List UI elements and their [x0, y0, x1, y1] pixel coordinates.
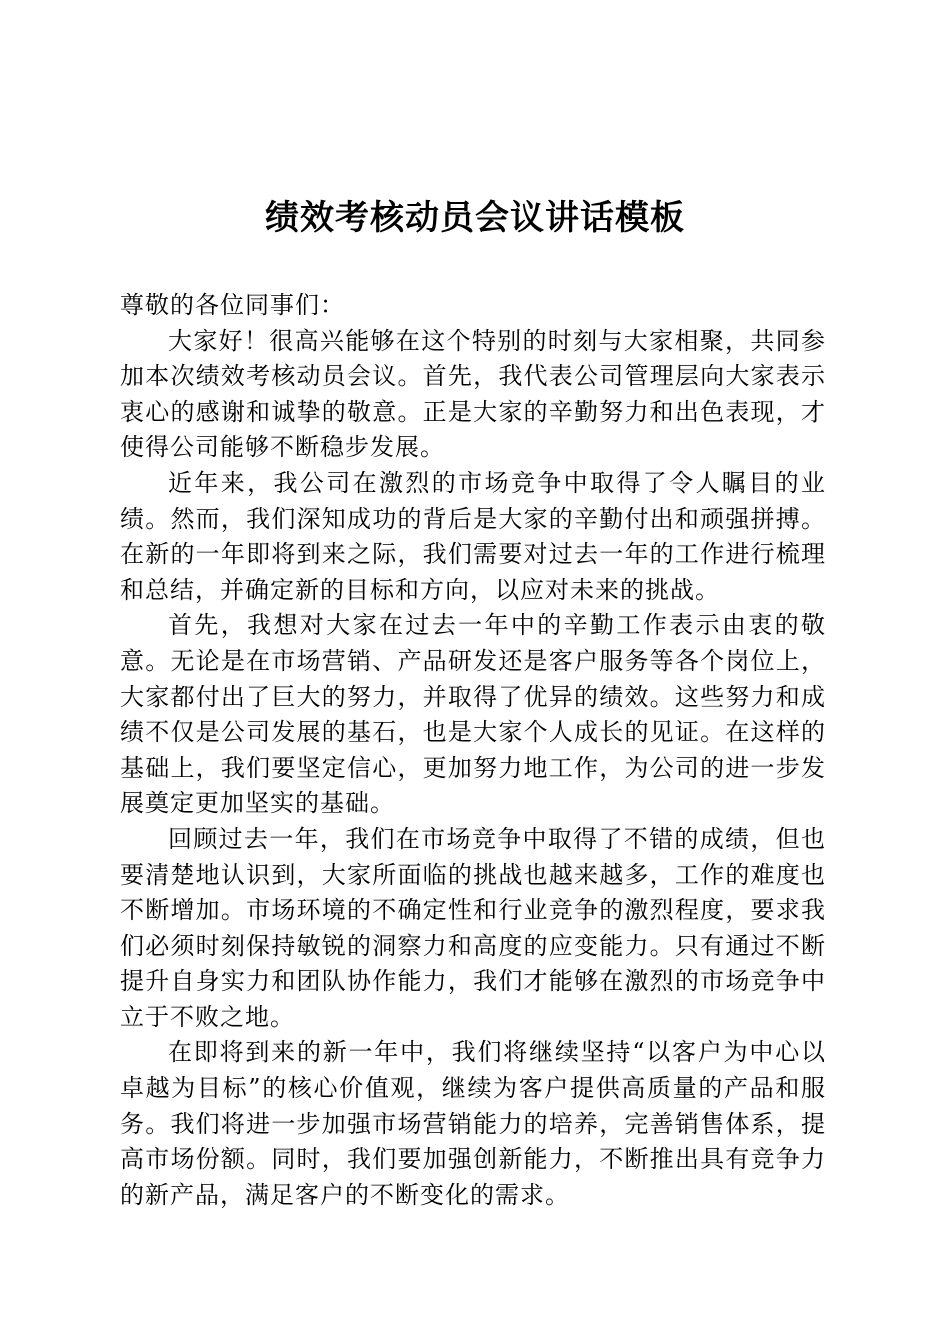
paragraph-2: 近年来，我公司在激烈的市场竞争中取得了令人瞩目的业绩。然而，我们深知成功的背后是大家的辛勤付出和顽强拼搏。在新的一年即将到来之际，我们需要对过去一年的工作进行梳理和总结，并确定新的目标和方向，以应对未来的挑战。 [120, 468, 826, 604]
salutation: 尊敬的各位同事们： [120, 291, 345, 319]
paragraph-4: 回顾过去一年，我们在市场竞争中取得了不错的成绩，但也要清楚地认识到，大家所面临的挑战也越来越多，工作的难度也不断增加。市场环境的不确定性和行业竞争的激烈程度，要求我们必须时刻保持敏锐的洞察力和高度的应变能力。只有通过不断提升自身实力和团队协作能力，我们才能够在激烈的市场竞争中立于不败之地。 [120, 824, 826, 1031]
paragraph-3: 首先，我想对大家在过去一年中的辛勤工作表示由衷的敬意。无论是在市场营销、产品研发还是客户服务等各个岗位上，大家都付出了巨大的努力，并取得了优异的绩效。这些努力和成绩不仅是公司发展的基石，也是大家个人成长的见证。在这样的基础上，我们要坚定信心，更加努力地工作，为公司的进一步发展奠定更加坚实的基础。 [120, 611, 826, 818]
document-body [120, 288, 826, 1213]
paragraph-5: 在即将到来的新一年中，我们将继续坚持“以客户为中心以卓越为目标”的核心价值观，继续为客户提供高质量的产品和服务。我们将进一步加强市场营销能力的培养，完善销售体系，提高市场份额。同时，我们要加强创新能力，不断推出具有竞争力的新产品，满足客户的不断变化的需求。 [120, 1038, 826, 1209]
paragraph-1: 大家好！很高兴能够在这个特别的时刻与大家相聚，共同参加本次绩效考核动员会议。首先，我代表公司管理层向大家表示衷心的感谢和诚挚的敬意。正是大家的辛勤努力和出色表现，才使得公司能够不断稳步发展。 [120, 326, 826, 462]
document-title: 绩效考核动员会议讲话模板 [265, 198, 685, 238]
